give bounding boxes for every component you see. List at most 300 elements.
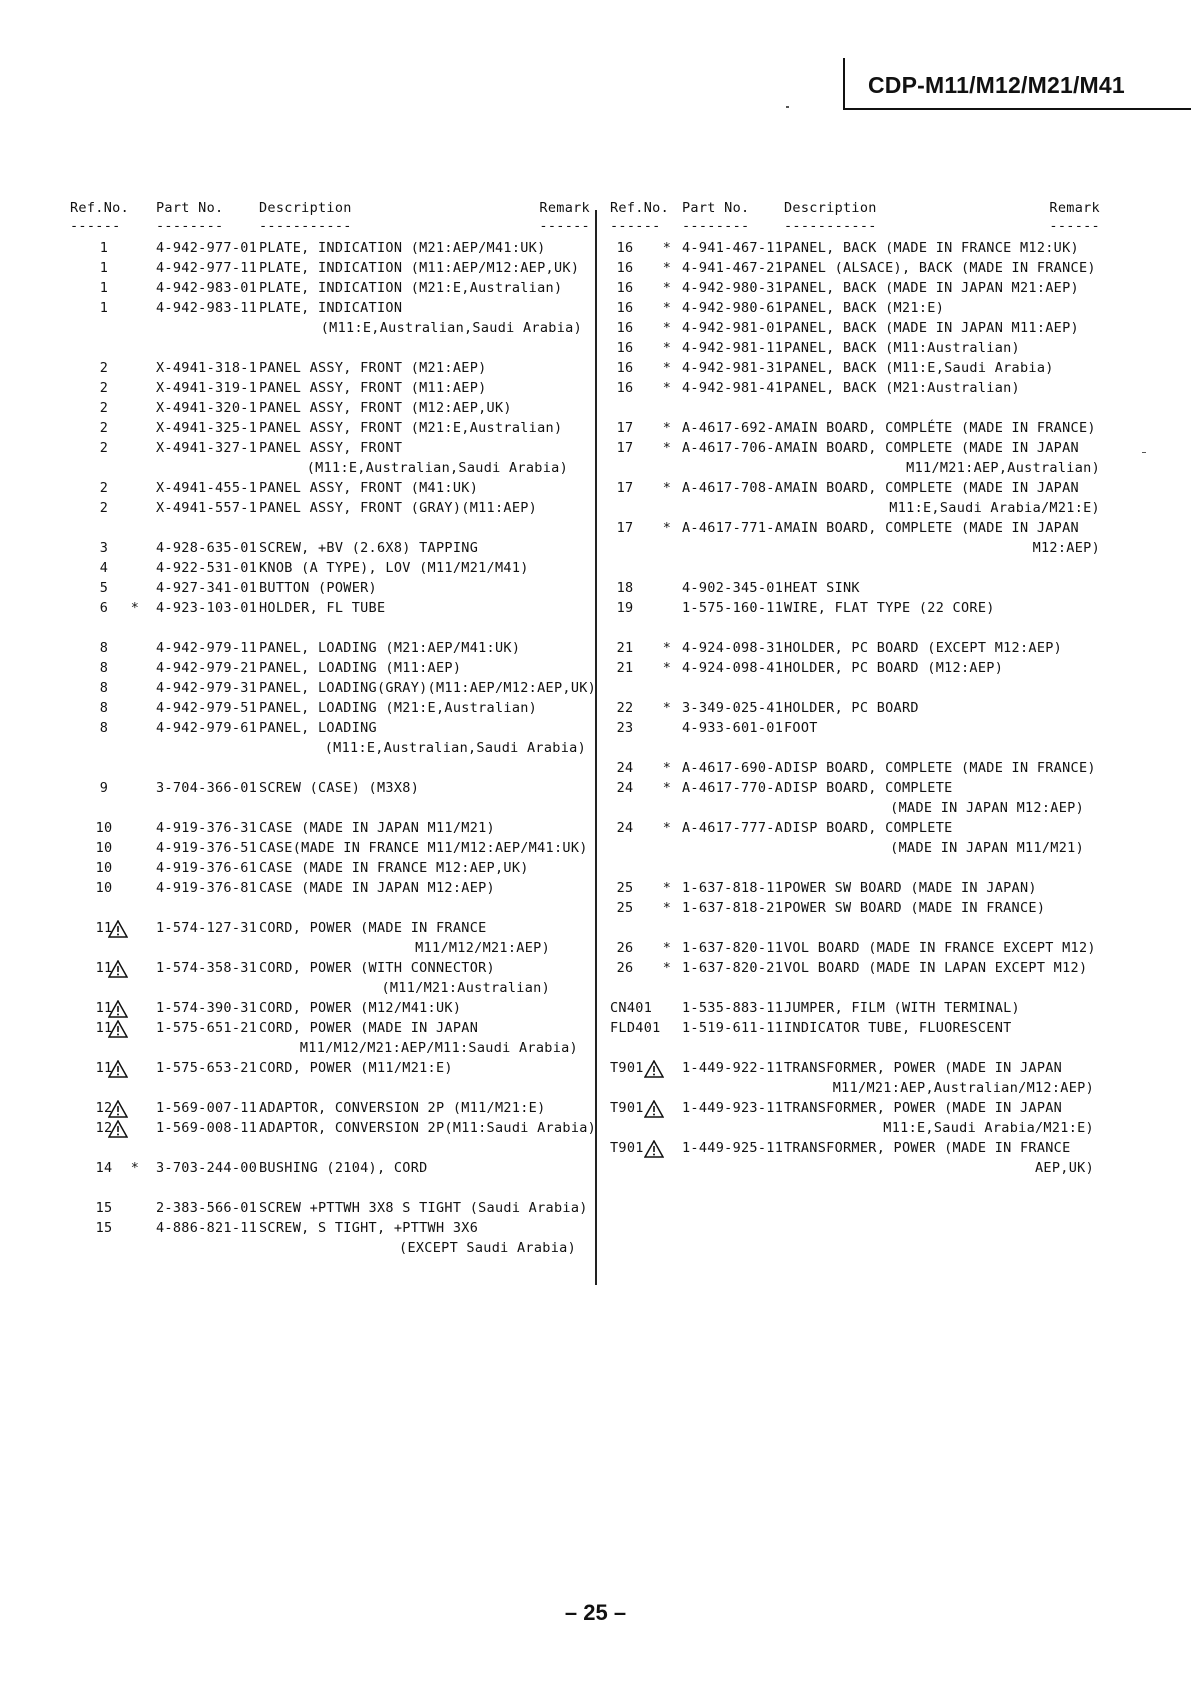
description-continuation xyxy=(70,320,590,340)
description: PANEL, LOADING xyxy=(259,720,377,736)
table-row xyxy=(610,1060,1100,1080)
ref-no: 16 xyxy=(616,280,634,296)
table-row xyxy=(610,880,1100,900)
ref-no: 2 xyxy=(99,480,109,496)
table-row xyxy=(610,1020,1100,1040)
ref-no: 15 xyxy=(95,1200,113,1216)
ref-no: 2 xyxy=(99,360,109,376)
part-no: 4-919-376-81 xyxy=(156,880,258,896)
table-row xyxy=(610,420,1100,440)
description: MAIN BOARD, COMPLETE (MADE IN JAPAN xyxy=(784,520,1079,536)
part-no: 4-933-601-01 xyxy=(682,720,784,736)
table-row xyxy=(70,260,590,280)
description-continuation xyxy=(70,460,590,480)
table-row xyxy=(610,300,1100,320)
part-no: 4-919-376-51 xyxy=(156,840,258,856)
part-no: 4-941-467-21 xyxy=(682,260,784,276)
new-part-mark: * xyxy=(662,900,672,916)
table-row xyxy=(610,780,1100,800)
description: CORD, POWER (M12/M41:UK) xyxy=(259,1000,462,1016)
ref-no: 25 xyxy=(616,880,634,896)
description: PANEL, BACK (M11:E,Saudi Arabia) xyxy=(784,360,1054,376)
new-part-mark: * xyxy=(662,360,672,376)
description: HOLDER, FL TUBE xyxy=(259,600,386,616)
dash-ref: ------ xyxy=(610,218,661,234)
safety-warning-icon xyxy=(108,1060,130,1078)
ref-no: 8 xyxy=(99,700,109,716)
table-row xyxy=(610,1140,1100,1160)
new-part-mark: * xyxy=(662,240,672,256)
safety-warning-icon xyxy=(108,1020,130,1038)
continuation-text: M11:E,Saudi Arabia/M21:E) xyxy=(883,1120,1094,1136)
table-row xyxy=(70,440,590,460)
new-part-mark: * xyxy=(662,300,672,316)
table-row xyxy=(610,940,1100,960)
description: PANEL ASSY, FRONT (M12:AEP,UK) xyxy=(259,400,512,416)
table-row xyxy=(610,360,1100,380)
part-no: 4-942-979-51 xyxy=(156,700,258,716)
description: PANEL, BACK (MADE IN FRANCE M12:UK) xyxy=(784,240,1079,256)
new-part-mark: * xyxy=(662,420,672,436)
part-no: 4-924-098-41 xyxy=(682,660,784,676)
part-no: 4-942-980-31 xyxy=(682,280,784,296)
safety-warning-icon xyxy=(108,1120,130,1138)
table-row xyxy=(70,500,590,520)
ref-no: 21 xyxy=(616,660,634,676)
description: DISP BOARD, COMPLETE (MADE IN FRANCE) xyxy=(784,760,1096,776)
parts-table-left xyxy=(70,200,597,1260)
part-no: 1-449-922-11 xyxy=(682,1060,784,1076)
ref-no: 24 xyxy=(616,820,634,836)
table-row xyxy=(610,720,1100,740)
dash-remark: ------ xyxy=(539,218,590,234)
description: FOOT xyxy=(784,720,818,736)
new-part-mark: * xyxy=(662,780,672,796)
part-no: 3-349-025-41 xyxy=(682,700,784,716)
table-row xyxy=(610,580,1100,600)
header-remark: Remark xyxy=(539,200,590,216)
safety-warning-icon xyxy=(108,920,130,938)
description: CASE(MADE IN FRANCE M11/M12:AEP/M41:UK) xyxy=(259,840,588,856)
description: PANEL (ALSACE), BACK (MADE IN FRANCE) xyxy=(784,260,1096,276)
new-part-mark: * xyxy=(662,960,672,976)
table-row xyxy=(610,260,1100,280)
ref-no: 10 xyxy=(95,840,113,856)
continuation-text: (M11:E,Australian,Saudi Arabia) xyxy=(306,460,568,476)
description: TRANSFORMER, POWER (MADE IN JAPAN xyxy=(784,1060,1063,1076)
description: PANEL, BACK (M21:Australian) xyxy=(784,380,1020,396)
table-row xyxy=(70,1220,590,1240)
description-continuation xyxy=(610,800,1100,820)
ref-no: 23 xyxy=(616,720,634,736)
part-no: 1-574-358-31 xyxy=(156,960,258,976)
part-no: 4-902-345-01 xyxy=(682,580,784,596)
new-part-mark: * xyxy=(662,480,672,496)
safety-warning-icon xyxy=(644,1100,666,1118)
ref-no: 2 xyxy=(99,500,109,516)
description: MAIN BOARD, COMPLÉTE (MADE IN FRANCE) xyxy=(784,420,1096,436)
part-no: A-4617-777-A xyxy=(682,820,784,836)
safety-warning-icon xyxy=(108,1000,130,1018)
table-row xyxy=(70,400,590,420)
new-part-mark: * xyxy=(662,700,672,716)
ref-no: 2 xyxy=(99,400,109,416)
ref-no: 15 xyxy=(95,1220,113,1236)
part-no: 1-637-820-11 xyxy=(682,940,784,956)
part-no: X-4941-325-1 xyxy=(156,420,258,436)
new-part-mark: * xyxy=(662,520,672,536)
description: PLATE, INDICATION (M21:E,Australian) xyxy=(259,280,563,296)
description-continuation xyxy=(610,840,1100,860)
ref-no: 10 xyxy=(95,860,113,876)
description-continuation xyxy=(70,940,590,960)
description: CASE (MADE IN JAPAN M11/M21) xyxy=(259,820,495,836)
description-continuation xyxy=(610,1080,1100,1100)
table-row xyxy=(70,420,590,440)
ref-no: 24 xyxy=(616,760,634,776)
part-no: 1-535-883-11 xyxy=(682,1000,784,1016)
part-no: 4-941-467-11 xyxy=(682,240,784,256)
part-no: 4-942-979-21 xyxy=(156,660,258,676)
ref-no: 12 xyxy=(95,1100,113,1116)
table-row xyxy=(70,660,590,680)
description: MAIN BOARD, COMPLETE (MADE IN JAPAN xyxy=(784,480,1079,496)
continuation-text: M11/M21:AEP,Australian) xyxy=(906,460,1100,476)
table-row xyxy=(70,860,590,880)
table-row xyxy=(70,960,590,980)
ref-no: 17 xyxy=(616,520,634,536)
table-row xyxy=(610,480,1100,500)
scan-speck xyxy=(1142,452,1146,453)
table-row xyxy=(610,340,1100,360)
header-ref: Ref.No. xyxy=(610,200,669,216)
table-row xyxy=(70,920,590,940)
table-row xyxy=(610,1100,1100,1120)
ref-no: 2 xyxy=(99,440,109,456)
part-no: X-4941-320-1 xyxy=(156,400,258,416)
table-header xyxy=(70,200,590,220)
ref-no: 2 xyxy=(99,380,109,396)
ref-no: T901 xyxy=(610,1100,644,1116)
continuation-text: (EXCEPT Saudi Arabia) xyxy=(399,1240,576,1256)
ref-no: 8 xyxy=(99,720,109,736)
table-row xyxy=(70,640,590,660)
part-no: X-4941-327-1 xyxy=(156,440,258,456)
dash-part: -------- xyxy=(682,218,750,234)
description: ADAPTOR, CONVERSION 2P (M11/M21:E) xyxy=(259,1100,546,1116)
continuation-text: AEP,UK) xyxy=(1035,1160,1094,1176)
table-row xyxy=(610,520,1100,540)
header-description: Description xyxy=(259,200,352,216)
model-title: CDP-M11/M12/M21/M41 xyxy=(868,72,1125,98)
table-row xyxy=(70,1060,590,1080)
new-part-mark: * xyxy=(662,760,672,776)
table-row xyxy=(610,280,1100,300)
ref-no: 16 xyxy=(616,260,634,276)
continuation-text: (MADE IN JAPAN M11/M21) xyxy=(890,840,1084,856)
part-no: 2-383-566-01 xyxy=(156,1200,258,1216)
ref-no: 8 xyxy=(99,640,109,656)
table-row xyxy=(70,300,590,320)
continuation-text: (M11/M21:Australian) xyxy=(381,980,550,996)
part-no: 1-449-925-11 xyxy=(682,1140,784,1156)
description: PANEL, LOADING (M21:AEP/M41:UK) xyxy=(259,640,521,656)
description-continuation xyxy=(610,460,1100,480)
table-row xyxy=(70,840,590,860)
description: CORD, POWER (WITH CONNECTOR) xyxy=(259,960,495,976)
safety-warning-icon xyxy=(108,960,130,978)
ref-no: 4 xyxy=(99,560,109,576)
description: PANEL, BACK (M21:E) xyxy=(784,300,945,316)
ref-no: 18 xyxy=(616,580,634,596)
header-underline xyxy=(610,220,1100,240)
table-row xyxy=(610,240,1100,260)
ref-no: 11 xyxy=(95,1060,113,1076)
continuation-text: (M11:E,Australian,Saudi Arabia) xyxy=(320,320,582,336)
ref-no: 24 xyxy=(616,780,634,796)
ref-no: 21 xyxy=(616,640,634,656)
description: PANEL, BACK (M11:Australian) xyxy=(784,340,1020,356)
description: DISP BOARD, COMPLETE xyxy=(784,820,953,836)
part-no: X-4941-318-1 xyxy=(156,360,258,376)
ref-no: FLD401 xyxy=(610,1020,661,1036)
dash-part: -------- xyxy=(156,218,224,234)
description: PANEL, LOADING (M11:AEP) xyxy=(259,660,462,676)
part-no: 4-942-980-61 xyxy=(682,300,784,316)
part-no: 4-942-977-11 xyxy=(156,260,258,276)
ref-no: 26 xyxy=(616,940,634,956)
part-no: 3-703-244-00 xyxy=(156,1160,258,1176)
part-no: 4-942-981-11 xyxy=(682,340,784,356)
table-row xyxy=(70,380,590,400)
part-no: 4-923-103-01 xyxy=(156,600,258,616)
table-row xyxy=(70,1200,590,1220)
new-part-mark: * xyxy=(130,1160,140,1176)
part-no: 1-575-653-21 xyxy=(156,1060,258,1076)
description: BUTTON (POWER) xyxy=(259,580,377,596)
ref-no: 25 xyxy=(616,900,634,916)
table-row xyxy=(70,680,597,700)
part-no: 4-942-979-31 xyxy=(156,680,258,696)
table-row xyxy=(70,240,590,260)
table-row xyxy=(70,280,590,300)
part-no: 1-637-818-11 xyxy=(682,880,784,896)
part-no: 1-519-611-11 xyxy=(682,1020,784,1036)
table-row xyxy=(610,820,1100,840)
description: WIRE, FLAT TYPE (22 CORE) xyxy=(784,600,995,616)
table-row xyxy=(610,640,1100,660)
description: BUSHING (2104), CORD xyxy=(259,1160,428,1176)
ref-no: 26 xyxy=(616,960,634,976)
new-part-mark: * xyxy=(662,820,672,836)
part-no: 1-574-127-31 xyxy=(156,920,258,936)
part-no: 1-575-160-11 xyxy=(682,600,784,616)
header-ref: Ref.No. xyxy=(70,200,129,216)
part-no: 4-942-981-31 xyxy=(682,360,784,376)
header-description: Description xyxy=(784,200,877,216)
table-header xyxy=(610,200,1100,220)
ref-no: 1 xyxy=(99,260,109,276)
ref-no: 1 xyxy=(99,240,109,256)
description: PLATE, INDICATION xyxy=(259,300,403,316)
description: PLATE, INDICATION (M11:AEP/M12:AEP,UK) xyxy=(259,260,580,276)
ref-no: 16 xyxy=(616,300,634,316)
part-no: A-4617-771-A xyxy=(682,520,784,536)
part-no: A-4617-770-A xyxy=(682,780,784,796)
table-row xyxy=(70,1120,597,1140)
ref-no: 16 xyxy=(616,380,634,396)
table-row xyxy=(70,1100,590,1120)
header-underline xyxy=(70,220,590,240)
part-no: 4-942-979-11 xyxy=(156,640,258,656)
description: PANEL ASSY, FRONT (M11:AEP) xyxy=(259,380,487,396)
description: CASE (MADE IN JAPAN M12:AEP) xyxy=(259,880,495,896)
description: POWER SW BOARD (MADE IN JAPAN) xyxy=(784,880,1037,896)
part-no: 4-927-341-01 xyxy=(156,580,258,596)
parts-table-right xyxy=(610,200,1100,1180)
new-part-mark: * xyxy=(662,660,672,676)
part-no: A-4617-706-A xyxy=(682,440,784,456)
description-continuation xyxy=(70,1040,590,1060)
ref-no: 10 xyxy=(95,880,113,896)
part-no: X-4941-455-1 xyxy=(156,480,258,496)
description: TRANSFORMER, POWER (MADE IN JAPAN xyxy=(784,1100,1063,1116)
description: HEAT SINK xyxy=(784,580,860,596)
description: VOL BOARD (MADE IN LAPAN EXCEPT M12) xyxy=(784,960,1088,976)
description: CORD, POWER (MADE IN JAPAN xyxy=(259,1020,479,1036)
ref-no: 8 xyxy=(99,680,109,696)
description-continuation xyxy=(610,540,1100,560)
ref-no: T901 xyxy=(610,1060,644,1076)
table-row xyxy=(70,580,590,600)
new-part-mark: * xyxy=(662,440,672,456)
table-row xyxy=(70,820,590,840)
continuation-text: M11/M21:AEP,Australian/M12:AEP) xyxy=(832,1080,1094,1096)
part-no: 4-922-531-01 xyxy=(156,560,258,576)
part-no: 1-449-923-11 xyxy=(682,1100,784,1116)
part-no: 1-575-651-21 xyxy=(156,1020,258,1036)
table-row xyxy=(70,1160,590,1180)
table-row xyxy=(70,1000,590,1020)
part-no: 1-569-008-11 xyxy=(156,1120,258,1136)
description: SCREW, S TIGHT, +PTTWH 3X6 xyxy=(259,1220,479,1236)
description: PANEL ASSY, FRONT (M21:E,Australian) xyxy=(259,420,563,436)
part-no: 4-942-981-41 xyxy=(682,380,784,396)
description: POWER SW BOARD (MADE IN FRANCE) xyxy=(784,900,1046,916)
table-row xyxy=(70,780,590,800)
description: HOLDER, PC BOARD (EXCEPT M12:AEP) xyxy=(784,640,1063,656)
table-row xyxy=(610,700,1100,720)
table-row xyxy=(610,760,1100,780)
description: KNOB (A TYPE), LOV (M11/M21/M41) xyxy=(259,560,529,576)
dash-description: ----------- xyxy=(259,218,352,234)
table-row xyxy=(70,360,590,380)
table-row xyxy=(70,880,590,900)
description-continuation xyxy=(70,980,590,1000)
ref-no: 11 xyxy=(95,1020,113,1036)
ref-no: 16 xyxy=(616,240,634,256)
ref-no: 17 xyxy=(616,420,634,436)
part-no: 4-886-821-11 xyxy=(156,1220,258,1236)
continuation-text: (M11:E,Australian,Saudi Arabia) xyxy=(324,740,586,756)
description: PANEL ASSY, FRONT (M21:AEP) xyxy=(259,360,487,376)
ref-no: 19 xyxy=(616,600,634,616)
part-no: 4-942-981-01 xyxy=(682,320,784,336)
ref-no: 16 xyxy=(616,360,634,376)
table-row xyxy=(70,480,590,500)
part-no: X-4941-557-1 xyxy=(156,500,258,516)
description: MAIN BOARD, COMPLETE (MADE IN JAPAN xyxy=(784,440,1079,456)
new-part-mark: * xyxy=(662,340,672,356)
part-no: X-4941-319-1 xyxy=(156,380,258,396)
description: HOLDER, PC BOARD xyxy=(784,700,919,716)
dash-description: ----------- xyxy=(784,218,877,234)
ref-no: 3 xyxy=(99,540,109,556)
table-row xyxy=(610,960,1100,980)
new-part-mark: * xyxy=(662,380,672,396)
part-no: 1-637-820-21 xyxy=(682,960,784,976)
ref-no: T901 xyxy=(610,1140,644,1156)
description: SCREW +PTTWH 3X8 S TIGHT (Saudi Arabia) xyxy=(259,1200,588,1216)
part-no: 4-924-098-31 xyxy=(682,640,784,656)
description: PANEL ASSY, FRONT (M41:UK) xyxy=(259,480,479,496)
ref-no: 14 xyxy=(95,1160,113,1176)
new-part-mark: * xyxy=(130,600,140,616)
part-no: 4-919-376-31 xyxy=(156,820,258,836)
table-row xyxy=(610,660,1100,680)
safety-warning-icon xyxy=(644,1060,666,1078)
ref-no: 11 xyxy=(95,920,113,936)
description-continuation xyxy=(70,740,590,760)
description: INDICATOR TUBE, FLUORESCENT xyxy=(784,1020,1012,1036)
part-no: 3-704-366-01 xyxy=(156,780,258,796)
continuation-text: M11/M12/M21:AEP) xyxy=(415,940,550,956)
table-row xyxy=(70,560,590,580)
part-no: 4-919-376-61 xyxy=(156,860,258,876)
part-no: 1-637-818-21 xyxy=(682,900,784,916)
continuation-text: (MADE IN JAPAN M12:AEP) xyxy=(890,800,1084,816)
description: HOLDER, PC BOARD (M12:AEP) xyxy=(784,660,1004,676)
description: ADAPTOR, CONVERSION 2P(M11:Saudi Arabia) xyxy=(259,1120,597,1136)
part-no: A-4617-690-A xyxy=(682,760,784,776)
description: PANEL ASSY, FRONT xyxy=(259,440,403,456)
ref-no: 11 xyxy=(95,960,113,976)
table-row xyxy=(70,700,590,720)
dash-remark: ------ xyxy=(1049,218,1100,234)
table-row xyxy=(610,900,1100,920)
new-part-mark: * xyxy=(662,880,672,896)
ref-no: 1 xyxy=(99,280,109,296)
ref-no: 9 xyxy=(99,780,109,796)
table-row xyxy=(610,380,1100,400)
part-no: 4-942-983-11 xyxy=(156,300,258,316)
table-row xyxy=(610,1000,1100,1020)
table-row xyxy=(610,600,1100,620)
ref-no: 1 xyxy=(99,300,109,316)
description: CORD, POWER (MADE IN FRANCE xyxy=(259,920,487,936)
header-remark: Remark xyxy=(1049,200,1100,216)
description: PANEL ASSY, FRONT (GRAY)(M11:AEP) xyxy=(259,500,538,516)
ref-no: 6 xyxy=(99,600,109,616)
description: PANEL, LOADING(GRAY)(M11:AEP/M12:AEP,UK) xyxy=(259,680,597,696)
table-row xyxy=(70,540,590,560)
ref-no: 8 xyxy=(99,660,109,676)
part-no: A-4617-692-A xyxy=(682,420,784,436)
table-row xyxy=(610,440,1100,460)
description-continuation xyxy=(610,1120,1100,1140)
scan-speck xyxy=(786,106,789,108)
new-part-mark: * xyxy=(662,260,672,276)
